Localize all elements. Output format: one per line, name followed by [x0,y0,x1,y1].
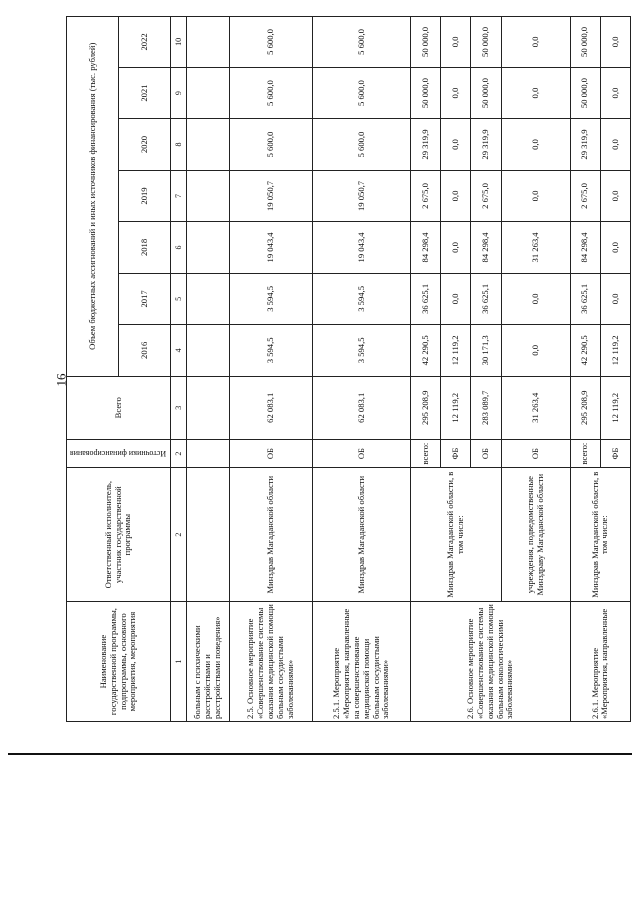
row-total: 12 119,2 [600,376,630,439]
row-value: 50 000,0 [471,17,501,68]
row-value [187,325,230,376]
row-executor: Минздрав Магаданской области, в том числе: [411,468,501,602]
row-value: 0,0 [600,17,630,68]
row-value: 50 000,0 [570,17,600,68]
table-row [313,17,411,722]
row-value [187,170,230,221]
row-value: 0,0 [441,222,471,273]
index-cell: 1 [171,602,187,722]
table-row [187,17,230,722]
row-source: ФБ [600,440,630,468]
index-cell: 9 [171,67,187,118]
row-value: 5 600,0 [313,17,411,68]
row-total [187,376,230,439]
table-row [229,17,312,722]
budget-table [66,16,631,722]
table-row [411,17,441,722]
table-container [66,16,631,722]
row-value: 19 050,7 [313,170,411,221]
row-total: 12 119,2 [441,376,471,439]
index-cell: 5 [171,273,187,324]
row-value: 84 298,4 [471,222,501,273]
row-executor: Минздрав Магаданской области [229,468,312,602]
row-value: 29 319,9 [570,119,600,170]
index-cell: 2 [171,468,187,602]
header-year: 2022 [119,17,171,68]
index-cell: 8 [171,119,187,170]
row-source: всего: [411,440,441,468]
row-total: 295 208,9 [411,376,441,439]
row-name: 2.6.1. Мероприятие «Мероприятия, направленные [570,602,630,722]
row-name: 2.5. Основное мероприятие «Совершенствование системы оказания медицинской помощи больным сосудистыми заболеваниями» [229,602,312,722]
row-value: 5 600,0 [313,119,411,170]
row-value: 5 600,0 [229,67,312,118]
row-value: 19 043,4 [229,222,312,273]
row-value: 0,0 [501,273,570,324]
row-value [187,67,230,118]
header-row-1 [67,17,119,722]
row-name: 2.5.1. Мероприятие «Мероприятия, направленные на совершенствование медицинской помощи больным сосудистыми заболеваниями» [313,602,411,722]
header-source [67,440,171,468]
row-value: 0,0 [501,170,570,221]
row-value: 50 000,0 [411,17,441,68]
row-source: ОБ [229,440,312,468]
header-total: Всего [67,376,171,439]
index-cell: 2 [171,440,187,468]
index-cell: 4 [171,325,187,376]
row-source: ОБ [313,440,411,468]
page-number: 16 [53,373,69,387]
header-executor: Ответственный исполнитель, участник государственной программы [67,468,171,602]
row-value: 3 594,5 [313,273,411,324]
row-value: 50 000,0 [411,67,441,118]
horizontal-rule [8,753,632,755]
row-value: 29 319,9 [471,119,501,170]
header-year: 2019 [119,170,171,221]
header-year: 2018 [119,222,171,273]
row-executor: Минздрав Магаданской области, в том числе: [570,468,630,602]
row-value [187,17,230,68]
row-value: 0,0 [600,222,630,273]
header-name: Наименование государственной программы, подпрограммы, основного мероприятия, мероприятия [67,602,171,722]
row-value: 30 171,3 [471,325,501,376]
row-value: 5 600,0 [229,17,312,68]
row-value: 36 625,1 [570,273,600,324]
row-value: 0,0 [600,170,630,221]
index-cell: 7 [171,170,187,221]
row-executor: учреждения, подведомственные Минздраву Магаданской области [501,468,570,602]
row-value [187,222,230,273]
index-cell: 6 [171,222,187,273]
header-years-group: Объем бюджетных ассигнований и иных источников финансирования (тыс. рублей) [67,17,119,377]
row-value: 5 600,0 [313,67,411,118]
row-value: 0,0 [441,273,471,324]
row-value: 0,0 [501,67,570,118]
row-source [187,440,230,468]
header-year: 2016 [119,325,171,376]
table-row [570,17,600,722]
header-year: 2017 [119,273,171,324]
row-value: 0,0 [501,119,570,170]
row-executor: Минздрав Магаданской области [313,468,411,602]
row-value: 0,0 [600,67,630,118]
row-value: 0,0 [441,119,471,170]
row-executor [187,468,230,602]
row-value: 12 119,2 [441,325,471,376]
row-name: 2.6. Основное мероприятие «Совершенствование системы оказания медицинской помощи больным онкологическими заболеваниями» [411,602,570,722]
row-value: 19 043,4 [313,222,411,273]
index-cell: 3 [171,376,187,439]
row-value: 0,0 [600,119,630,170]
row-value [187,119,230,170]
row-value [187,273,230,324]
row-value: 2 675,0 [411,170,441,221]
row-value: 84 298,4 [411,222,441,273]
row-value: 31 263,4 [501,222,570,273]
row-value: 12 119,2 [600,325,630,376]
row-value: 50 000,0 [471,67,501,118]
row-value: 29 319,9 [411,119,441,170]
row-source: ОБ [501,440,570,468]
row-value: 3 594,5 [229,273,312,324]
row-value: 0,0 [441,170,471,221]
row-value: 3 594,5 [229,325,312,376]
header-year: 2020 [119,119,171,170]
header-year: 2021 [119,67,171,118]
row-total: 62 083,1 [229,376,312,439]
row-value: 42 290,5 [570,325,600,376]
row-value: 50 000,0 [570,67,600,118]
row-value: 2 675,0 [570,170,600,221]
row-value: 3 594,5 [313,325,411,376]
row-source: ОБ [471,440,501,468]
row-total: 62 083,1 [313,376,411,439]
index-cell: 10 [171,17,187,68]
row-source: всего: [570,440,600,468]
row-value: 2 675,0 [471,170,501,221]
row-total: 295 208,9 [570,376,600,439]
row-name: больным с психическими расстройствами и расстройствами поведения» [187,602,230,722]
row-value: 0,0 [501,325,570,376]
row-value: 0,0 [501,17,570,68]
row-source: ФБ [441,440,471,468]
row-total: 283 089,7 [471,376,501,439]
row-value: 0,0 [441,67,471,118]
row-value: 36 625,1 [471,273,501,324]
row-value: 42 290,5 [411,325,441,376]
index-row [171,17,187,722]
row-value: 0,0 [600,273,630,324]
row-value: 36 625,1 [411,273,441,324]
row-value: 5 600,0 [229,119,312,170]
row-value: 0,0 [441,17,471,68]
row-value: 84 298,4 [570,222,600,273]
row-value: 19 050,7 [229,170,312,221]
header-source-text: Источники финансирования [70,449,167,459]
row-total: 31 263,4 [501,376,570,439]
